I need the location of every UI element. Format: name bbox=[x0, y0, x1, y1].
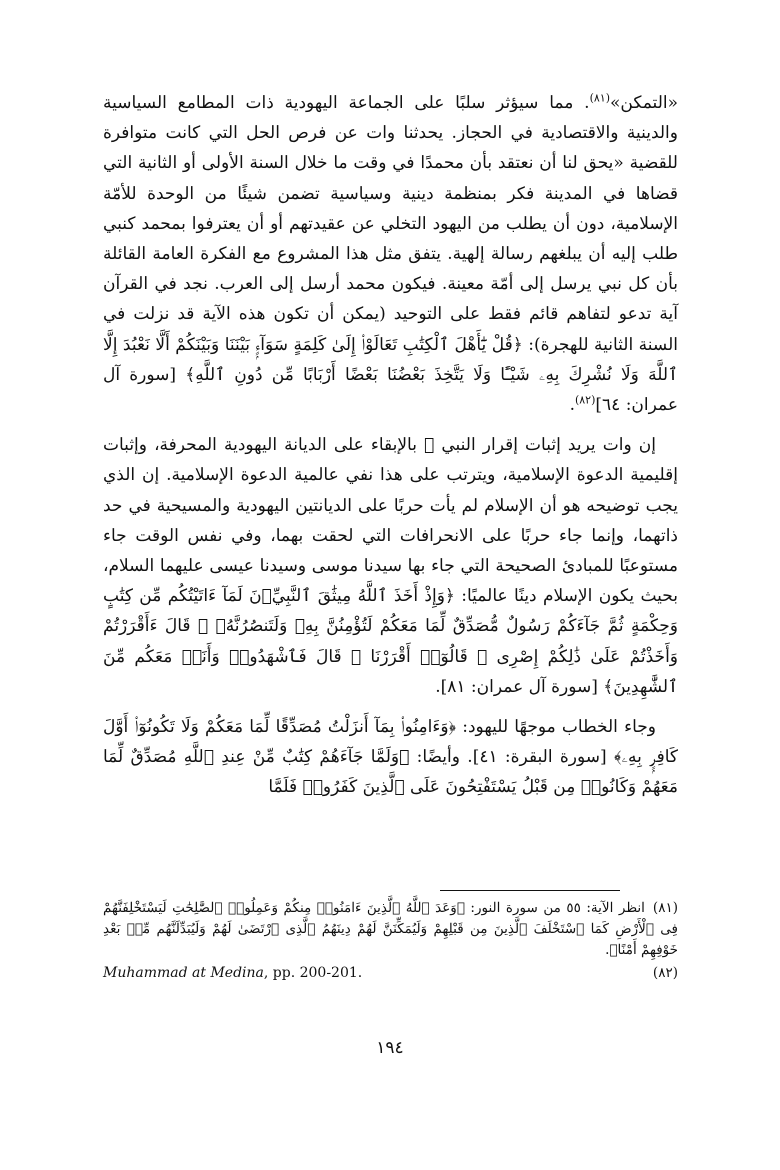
verse-reference: [سورة البقرة: ٤١]. وأيضًا: bbox=[409, 747, 615, 768]
verse-reference: [سورة آل عمران: ٨١]. bbox=[435, 676, 604, 697]
main-text bbox=[103, 88, 678, 803]
verse-reference: [سورة آل عمران: ٦٤] bbox=[103, 364, 678, 416]
quran-verse-ali-imran-64: ﴿قُلْ يَٰٓأَهْلَ ٱلْكِتَٰبِ تَعَالَوْا۟ إِلَىٰ كَلِمَةٍ سَوَآءٍۭ بَيْنَنَا وَبَيْنَكُمْ أَلَّا نَعْبُدَ إِلَّا ٱللَّهَ وَلَا نُشْرِكَ بِهِۦ شَيْـًٔا وَلَا يَتَّخِذَ بَعْضُنَا بَعْضًا أَرْبَابًا مِّن دُونِ ٱللَّهِ﴾ bbox=[103, 334, 678, 385]
footnote-ref-81: (٨١) bbox=[589, 91, 610, 105]
quran-verse-ali-imran-81: ﴿وَإِذْ أَخَذَ ٱللَّهُ مِيثَٰقَ ٱلنَّبِيِّۦنَ لَمَآ ءَاتَيْتُكُم مِّن كِتَٰبٍ وَحِكْمَةٍ ثُمَّ جَآءَكُمْ رَسُولٌ مُّصَدِّقٌ لِّمَا مَعَكُمْ لَتُؤْمِنُنَّ بِهِۦ وَلَتَنصُرُنَّهُۥ ۚ قَالَ ءَأَقْرَرْتُمْ وَأَخَذْتُمْ عَلَىٰ ذَٰلِكُمْ إِصْرِى ۖ قَالُوٓا۟ أَقْرَرْنَا ۚ قَالَ فَٱشْهَدُوا۟ وَأَنَا۠ مَعَكُم مِّنَ ٱلشَّٰهِدِينَ﴾ bbox=[103, 586, 678, 697]
book-pages: , pp. 200-201. bbox=[263, 965, 363, 981]
book-title: Muhammad at Medina bbox=[103, 965, 264, 981]
paragraph-3 bbox=[103, 712, 678, 803]
paragraph-1-opening: «التمكن» bbox=[610, 93, 678, 113]
quran-verse-baqarah-41: ﴿وَءَامِنُوا۟ بِمَآ أَنزَلْتُ مُصَدِّقًا لِّمَا مَعَكُمْ وَلَا تَكُونُوٓا۟ أَوَّلَ كَافِرٍۭ بِهِۦ﴾ bbox=[103, 717, 678, 768]
page-number: ١٩٤ bbox=[376, 1038, 404, 1058]
footnote-number: (٨٢) bbox=[652, 965, 678, 981]
paragraph-2 bbox=[103, 430, 678, 702]
paragraph-3-text: وجاء الخطاب موجهًا لليهود: bbox=[456, 717, 656, 738]
paragraph-1-text: . مما سيؤثر سلبًا على الجماعة اليهودية ذات المطامع السياسية والدينية والاقتصادية في الحجاز. يحدثنا وات عن فرص الحل التي كانت متوافرة للقضية «يحق لنا أن نعتقد بأن محمدًا في وقت ما خلال السنة الأولى أو الثانية التي قضاها في المدينة فكر بمنظمة دينية وسياسية تضمن شيئًا من الوحدة للأمّة الإسلامية، دون أن يطلب من اليهود التخلي عن عقيدتهم أو أن يعترفوا بمحمد كنبي طلب إليه أن يبلغهم رسالة إلهية. يتفق مثل هذا المشروع مع الفكرة العامة القائلة بأن كل نبي يرسل إلى أمّة معينة. فيكون محمد أرسل إلى العرب. نجد في القرآن آية تدعو لتفاهم قائم فقط على التوحيد (يمكن أن تكون هذه الآية قد نزلت في السنة الثانية للهجرة): bbox=[103, 93, 678, 355]
footnote-text: انظر الآية: ٥٥ من سورة النور: ﴿وَعَدَ ٱللَّهُ ٱلَّذِينَ ءَامَنُوا۟ مِنكُمْ وَعَمِلُوا۟ ٱلصَّٰلِحَٰتِ لَيَسْتَخْلِفَنَّهُمْ فِى ٱلْأَرْضِ كَمَا ٱسْتَخْلَفَ ٱلَّذِينَ مِن قَبْلِهِمْ وَلَيُمَكِّنَنَّ لَهُمْ دِينَهُمُ ٱلَّذِى ٱرْتَضَىٰ لَهُمْ وَلَيُبَدِّلَنَّهُم مِّنۢ بَعْدِ خَوْفِهِمْ أَمْنًا﴾. bbox=[103, 900, 678, 958]
footnote-81 bbox=[103, 898, 678, 961]
paragraph-1-end: . bbox=[569, 395, 575, 416]
paragraph-2-text: إن وات يريد إثبات إقرار النبي ﷺ بالإبقاء على الديانة اليهودية المحرفة، وإثبات إقليمية الدعوة الإسلامية، ويترتب على هذا نفي عالمية الدعوة الإسلامية. إن الذي يجب توضيحه هو أن الإسلام لم يأت حربًا على الديانتين اليهودية والمسيحية في حد ذاتهما، وإنما جاء حربًا على الانحرافات التي لحقت بهما، وفي نفس الوقت جاء مستوعبًا للمبادئ الصحيحة التي جاء بها سيدنا موسى وسيدنا عيسى عليهما السلام، بحيث يكون الإسلام دينًا عالميًا: bbox=[103, 435, 679, 607]
footnote-number: (٨١) bbox=[652, 900, 678, 916]
paragraph-1 bbox=[103, 88, 678, 420]
footnote-divider bbox=[440, 890, 620, 891]
quran-verse-baqarah-89: ﴿وَلَمَّا جَآءَهُمْ كِتَٰبٌ مِّنْ عِندِ ٱللَّهِ مُصَدِّقٌ لِّمَا مَعَهُمْ وَكَانُوا۟ مِن قَبْلُ يَسْتَفْتِحُونَ عَلَى ٱلَّذِينَ كَفَرُوا۟ فَلَمَّا bbox=[103, 747, 678, 798]
footnote-82 bbox=[103, 963, 678, 985]
footnote-citation bbox=[103, 963, 362, 984]
footnotes bbox=[103, 898, 678, 985]
footnote-ref-82: (٨٢) bbox=[574, 393, 596, 407]
